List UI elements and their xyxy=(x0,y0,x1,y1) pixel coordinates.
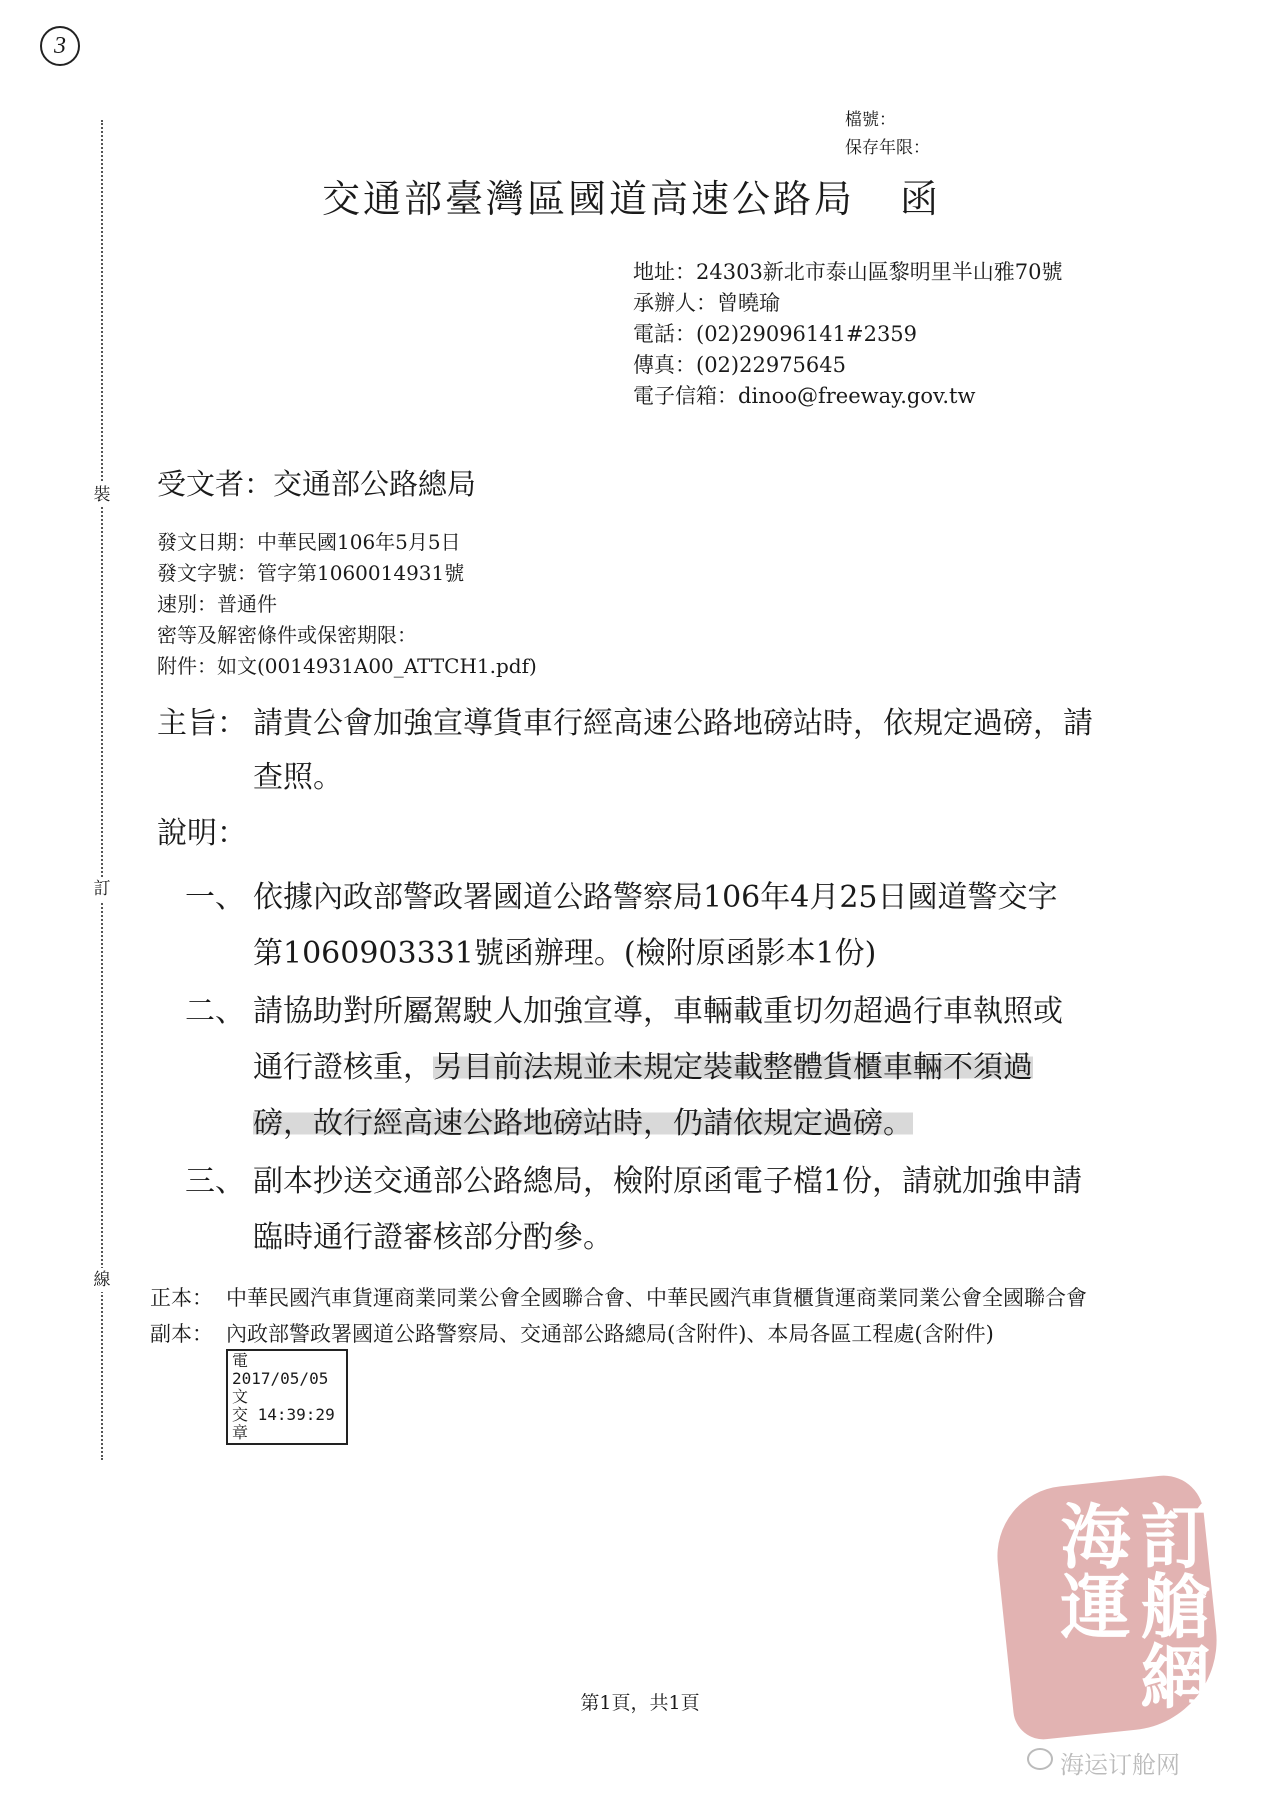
distribution-block xyxy=(150,1283,1100,1451)
binding-char-mid: 訂 xyxy=(88,877,116,901)
email-value: dinoo@freeway.gov.tw xyxy=(738,384,976,408)
explanation-item xyxy=(185,870,1085,982)
item-text xyxy=(253,984,1085,1152)
address-row xyxy=(633,257,1113,288)
stamp-line-1: 電2017/05/05文 xyxy=(232,1351,329,1406)
item-text: 依據內政部警政署國道公路警察局106年4月25日國道警交字第1060903331號函辦理。(檢附原函影本1份) xyxy=(253,880,1058,971)
binding-line xyxy=(101,120,103,1460)
contact-block xyxy=(633,257,1113,412)
binding-char-bottom: 線 xyxy=(88,1268,116,1292)
explanation-items xyxy=(185,870,1085,1268)
item-text-part: 請協助對所屬駕駛人加強宣導，車輛載重切勿超過行車執照或通行證核重， xyxy=(253,994,1063,1085)
issue-date: 發文日期：中華民國106年5月5日 xyxy=(157,530,461,554)
binding-char-top: 裝 xyxy=(88,483,116,507)
recipient: 受文者：交通部公路總局 xyxy=(157,467,477,501)
issue-fields xyxy=(157,527,537,682)
fax-row xyxy=(633,350,1113,381)
item-text: 副本抄送交通部公路總局，檢附原函電子檔1份，請就加強申請臨時通行證審核部分酌參。 xyxy=(253,1164,1083,1255)
retention-label: 保存年限： xyxy=(845,138,930,158)
item-number: 三、 xyxy=(185,1164,245,1199)
subject-label: 主旨： xyxy=(157,706,247,741)
cc-recipients xyxy=(150,1319,1100,1445)
phone-row xyxy=(633,319,1113,350)
primary-recipients xyxy=(150,1283,1100,1313)
primary-label: 正本： xyxy=(150,1286,213,1310)
address-value: 24303新北市泰山區黎明里半山雅70號 xyxy=(696,260,1063,284)
item-number: 一、 xyxy=(185,880,245,915)
subject-block xyxy=(157,697,1097,805)
fax-label: 傳真： xyxy=(633,353,696,377)
phone-value: (02)29096141#2359 xyxy=(696,322,918,346)
handler-label: 承辦人： xyxy=(633,291,717,315)
subject-text: 請貴公會加強宣導貨車行經高速公路地磅站時，依規定過磅，請查照。 xyxy=(253,706,1093,795)
issue-number: 發文字號：管字第1060014931號 xyxy=(157,561,465,585)
file-meta xyxy=(845,106,930,162)
highlighted-text: 另目前法規並未規定裝載整體貨櫃車輛不須過磅，故行經高速公路地磅站時，仍請依規定過磅。 xyxy=(253,1050,1033,1141)
file-no-row xyxy=(845,106,930,134)
attachment: 附件：如文(0014931A00_ATTCH1.pdf) xyxy=(157,654,537,678)
document-type: 函 xyxy=(900,177,939,221)
electronic-stamp xyxy=(226,1349,348,1445)
phone-label: 電話： xyxy=(633,322,696,346)
email-label: 電子信箱： xyxy=(633,384,738,408)
address-label: 地址： xyxy=(633,260,696,284)
cc-label: 副本： xyxy=(150,1322,213,1346)
watermark-text: 海运订舱网 xyxy=(1060,1751,1180,1779)
retention-row xyxy=(845,134,930,162)
speed-class: 速別：普通件 xyxy=(157,592,277,616)
fax-value: (02)22975645 xyxy=(696,353,846,377)
stamp-line-2: 交 14:39:29章 xyxy=(232,1405,335,1442)
handler-value: 曾曉瑜 xyxy=(717,291,780,315)
cc-text-wrap xyxy=(226,1319,1100,1445)
secrecy-level: 密等及解密條件或保密期限： xyxy=(157,623,417,647)
handler-row xyxy=(633,288,1113,319)
explanation-label: 說明： xyxy=(157,816,247,851)
cc-text: 內政部警政署國道公路警察局、交通部公路總局(含附件)、本局各區工程處(含附件) xyxy=(226,1322,994,1346)
email-row xyxy=(633,381,1113,412)
page-number: 第1頁，共1頁 xyxy=(580,1692,700,1714)
seal-text: 訂艙網海運 xyxy=(1049,1500,1212,1710)
file-no-label: 檔號： xyxy=(845,110,896,130)
item-number: 二、 xyxy=(185,994,245,1029)
explanation-item xyxy=(185,984,1085,1152)
explanation-item xyxy=(185,1154,1085,1266)
corner-page-mark: 3 xyxy=(40,26,80,66)
primary-text: 中華民國汽車貨運商業同業公會全國聯合會、中華民國汽車貨櫃貨運商業同業公會全國聯合會 xyxy=(226,1286,1087,1310)
wechat-icon xyxy=(1027,1748,1053,1770)
document-title: 交通部臺灣區國道高速公路局 xyxy=(322,177,856,221)
